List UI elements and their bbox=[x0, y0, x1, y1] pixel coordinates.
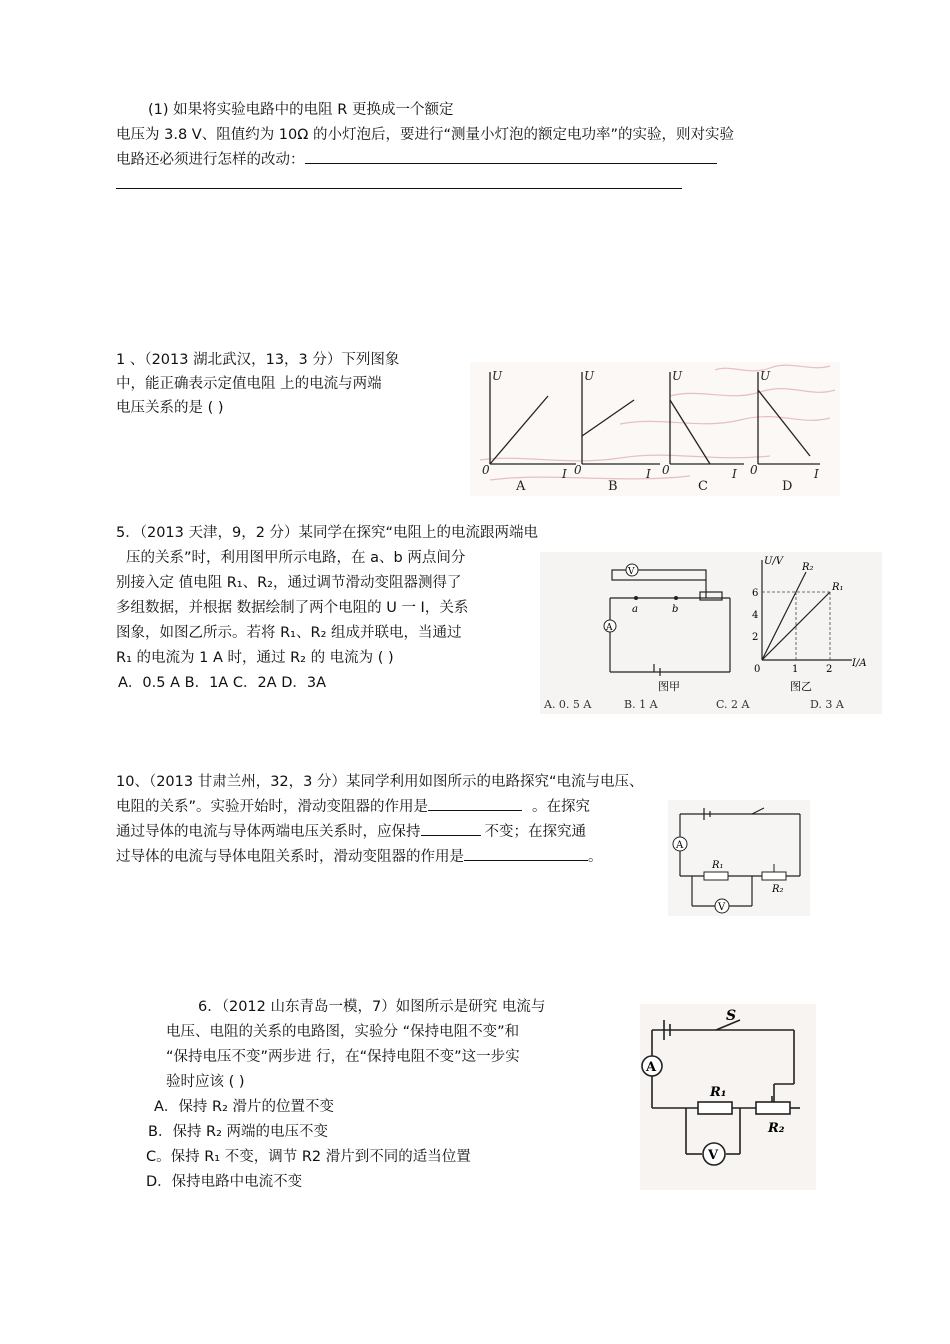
q0-line3 bbox=[116, 149, 717, 171]
q5-line3: 别接入定 值电阻 R₁、R₂，通过调节滑动变阻器测得了 bbox=[116, 575, 462, 591]
q5-fig-option-c: C. 2 A bbox=[716, 698, 750, 711]
graph-a-u-label: U bbox=[492, 369, 503, 383]
q0-line2: 电压为 3.8 V、阻值约为 10Ω 的小灯泡后，要进行“测量小灯泡的额定电功率”的实验，则对实验 bbox=[116, 127, 734, 143]
q10-resistor-r1 bbox=[704, 872, 728, 880]
q5-fig-option-a: A. 0. 5 A bbox=[544, 698, 592, 711]
q5-node-a: a bbox=[632, 604, 638, 615]
q6-option-c[interactable]: C。保持 R₁ 不变，调节 R2 滑片到不同的适当位置 bbox=[146, 1149, 471, 1165]
q10-r1-label: R₁ bbox=[712, 860, 724, 871]
q0-answer-blank-2[interactable] bbox=[116, 188, 682, 189]
q1-line1: 1 、（2013 湖北武汉，13，3 分）下列图象 bbox=[116, 352, 400, 368]
graph-c-origin: 0 bbox=[662, 463, 670, 477]
q10-line2 bbox=[116, 796, 590, 818]
graph-c-u-label: U bbox=[672, 369, 683, 383]
q5-graph-series-r2: R₂ bbox=[802, 562, 814, 573]
q6-resistor-r2 bbox=[756, 1102, 790, 1114]
q5-graph-xtick-2: 2 bbox=[826, 664, 833, 675]
q5-fig-jia: 图甲 bbox=[658, 680, 680, 693]
q10-line2-text: 电阻的关系”。实验开始时，滑动变阻器的作用是 bbox=[116, 799, 429, 815]
graph-a-origin: 0 bbox=[482, 463, 490, 477]
q6-switch-label: S bbox=[726, 1008, 737, 1024]
q5-graph-y-label: U/V bbox=[764, 556, 784, 567]
q5-figure bbox=[540, 552, 882, 714]
q6-circuit-figure bbox=[640, 1004, 816, 1190]
graph-b-i-label: I bbox=[646, 467, 651, 481]
q6-resistor-r1 bbox=[698, 1102, 732, 1114]
graph-a-i-label: I bbox=[562, 467, 567, 481]
graph-c-i-label: I bbox=[732, 467, 737, 481]
q5-ammeter-label: A bbox=[606, 623, 613, 633]
q5-graph-xtick-0: 0 bbox=[754, 664, 761, 675]
q10-line3-text: 通过导体的电流与导体两端电压关系时，应保持 bbox=[116, 824, 421, 840]
q6-option-a[interactable]: A．保持 R₂ 滑片的位置不变 bbox=[154, 1099, 335, 1115]
q6-line1: 6．（2012 山东青岛一模，7）如图所示是研究 电流与 bbox=[198, 999, 546, 1015]
q1-graphs-figure bbox=[470, 362, 840, 496]
graph-b-u-label: U bbox=[584, 369, 595, 383]
graph-b-label: B bbox=[608, 479, 618, 494]
q5-line6: R₁ 的电流为 1 A 时，通过 R₂ 的 电流为 ( ) bbox=[116, 650, 394, 666]
q5-graph-ytick-2: 2 bbox=[752, 632, 759, 643]
q5-node-a-dot bbox=[634, 596, 638, 600]
q10-blank-3[interactable] bbox=[464, 846, 588, 861]
q5-voltmeter-label: V bbox=[628, 567, 635, 577]
q10-ammeter-label: A bbox=[676, 840, 684, 851]
q5-circuit-jia bbox=[610, 570, 730, 676]
q1-line2: 中，能正确表示定值电阻 上的电流与两端 bbox=[116, 376, 382, 392]
q5-line2: 压的关系”时，利用图甲所示电路，在 a、b 两点间分 bbox=[126, 550, 466, 566]
q5-graph-ytick-6: 6 bbox=[752, 588, 759, 599]
handwriting-scribble bbox=[480, 365, 835, 480]
q6-line3: “保持电压不变”两步进 行，在“保持电阻不变”这一步实 bbox=[166, 1049, 520, 1065]
q10-line3-tail: 不变；在探究通 bbox=[484, 824, 586, 840]
q10-line4-tail: 。 bbox=[588, 849, 603, 865]
q6-r1-label: R₁ bbox=[710, 1085, 727, 1100]
q5-fig-option-b: B. 1 A bbox=[624, 698, 658, 711]
q5-fig-option-d: D. 3 A bbox=[810, 698, 844, 711]
q6-r2-label: R₂ bbox=[768, 1121, 785, 1136]
q5-graph-line-r2 bbox=[762, 572, 806, 660]
graph-d-label: D bbox=[782, 479, 793, 494]
q10-line4-text: 过导体的电流与导体电阻关系时，滑动变阻器的作用是 bbox=[116, 849, 464, 865]
q10-line3 bbox=[116, 821, 586, 843]
q6-line2: 电压、电阻的关系的电路图，实验分 “保持电阻不变”和 bbox=[166, 1024, 520, 1040]
q5-graph-x-label: I/A bbox=[852, 658, 867, 669]
q5-graph-xtick-1: 1 bbox=[792, 664, 799, 675]
graph-b-origin: 0 bbox=[574, 463, 582, 477]
q6-ammeter-label: A bbox=[646, 1060, 657, 1075]
q6-option-d[interactable]: D．保持电路中电流不变 bbox=[146, 1174, 303, 1190]
graph-a-label: A bbox=[516, 479, 526, 494]
q10-line2-tail: 。在探究 bbox=[532, 799, 591, 815]
q6-option-b[interactable]: B．保持 R₂ 两端的电压不变 bbox=[148, 1124, 329, 1140]
q0-line3-text: 电路还必须进行怎样的改动： bbox=[116, 152, 305, 168]
q5-options: A．0.5 A B．1A C．2A D．3A bbox=[118, 675, 327, 691]
q10-blank-2[interactable] bbox=[421, 821, 481, 836]
q5-node-b-dot bbox=[674, 596, 678, 600]
graph-d-i-label: I bbox=[814, 467, 819, 481]
graph-b-line bbox=[582, 400, 634, 436]
q5-fig-yi: 图乙 bbox=[790, 680, 812, 693]
q10-resistor-r2 bbox=[762, 872, 786, 880]
graph-d-origin: 0 bbox=[750, 463, 758, 477]
q10-r2-label: R₂ bbox=[772, 884, 784, 895]
q5-graph-series-r1: R₁ bbox=[832, 582, 844, 593]
graph-c-line bbox=[670, 400, 710, 464]
q1-line3: 电压关系的是 ( ) bbox=[116, 400, 224, 416]
graph-d-line bbox=[758, 390, 810, 456]
q6-voltmeter-label: V bbox=[708, 1148, 719, 1163]
q0-line1: (1) 如果将实验电路中的电阻 R 更换成一个额定 bbox=[148, 102, 454, 118]
q10-blank-1[interactable] bbox=[428, 796, 522, 811]
graph-c-label: C bbox=[698, 479, 708, 494]
q10-circuit-figure bbox=[668, 800, 810, 916]
graph-a-line bbox=[490, 396, 548, 464]
q5-graph-ytick-4: 4 bbox=[752, 610, 759, 621]
q5-line4: 多组数据，并根据 数据绘制了两个电阻的 U 一 I，关系 bbox=[116, 600, 469, 616]
q6-line4: 验时应该 ( ) bbox=[166, 1074, 245, 1090]
q0-answer-blank-1[interactable] bbox=[305, 149, 717, 164]
q5-line1: 5．（2013 天津，9，2 分）某同学在探究“电阻上的电流跟两端电 bbox=[116, 525, 539, 541]
q10-line1: 10、（2013 甘肃兰州，32，3 分）某同学利用如图所示的电路探究“电流与电压、 bbox=[116, 774, 644, 790]
q10-line4 bbox=[116, 846, 603, 868]
q10-voltmeter-label: V bbox=[718, 902, 726, 913]
q5-node-b: b bbox=[672, 604, 679, 615]
q5-line5: 图象，如图乙所示。若将 R₁、R₂ 组成并联电，当通过 bbox=[116, 625, 462, 641]
graph-d-u-label: U bbox=[760, 369, 771, 383]
